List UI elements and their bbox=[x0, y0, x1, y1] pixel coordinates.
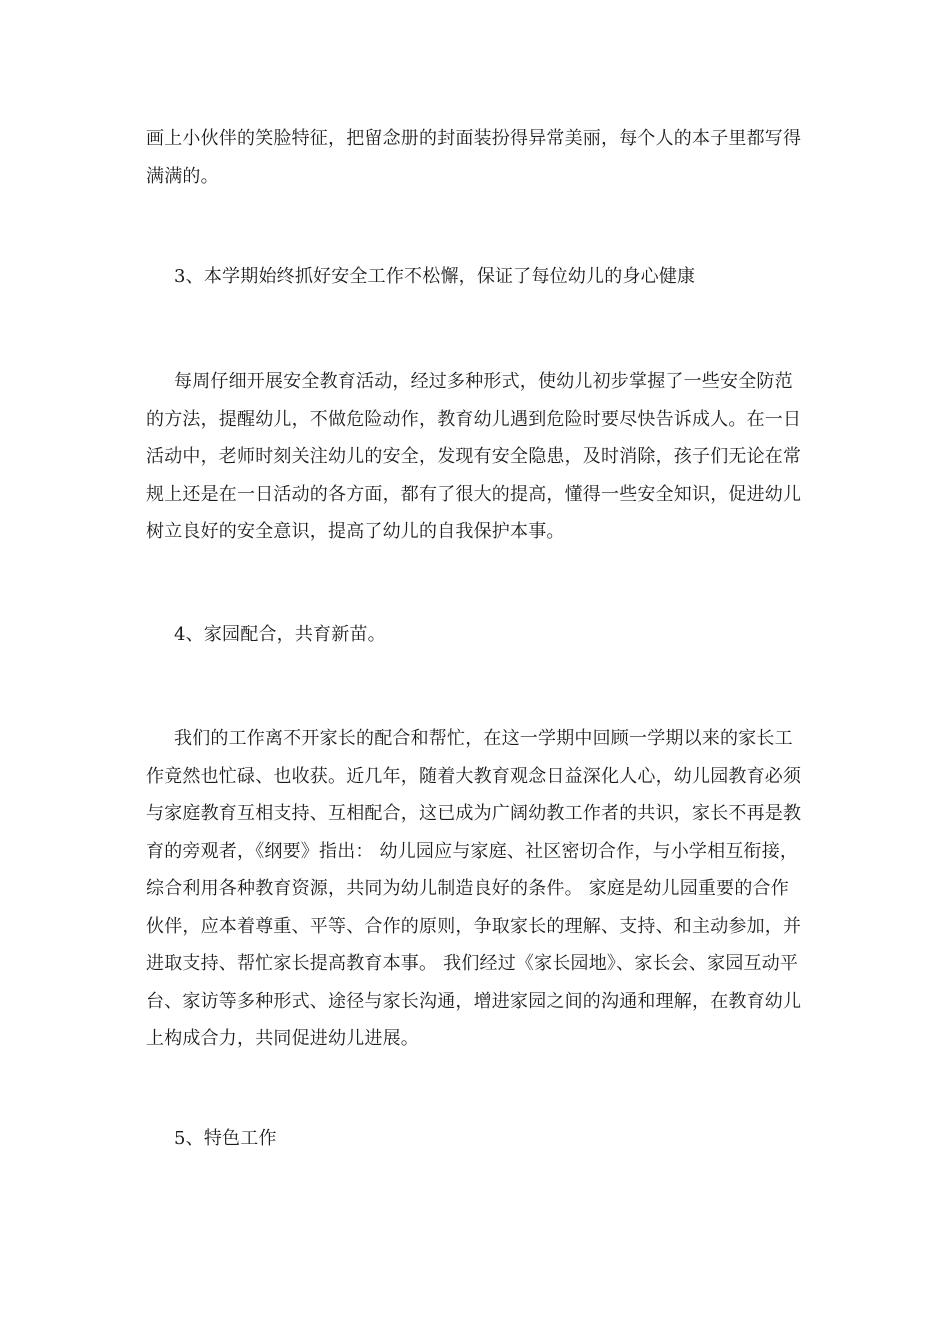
paragraph-safety: 每周仔细开展安全教育活动，经过多种形式，使幼儿初步掌握了一些安全防范的方法，提醒幼儿，不做危险动作，教育幼儿遇到危险时要尽快告诉成人。在一日活动中，老师时刻关注幼儿的安全，发现有安全隐患，及时消除，孩子们无论在常规上还是在一日活动的各方面，都有了很大的提高，懂得一些安全知识，促进幼儿树立良好的安全意识，提高了幼儿的自我保护本事。 bbox=[146, 371, 802, 542]
paragraph-home-school: 我们的工作离不开家长的配合和帮忙，在这一学期中回顾一学期以来的家长工作竟然也忙碌、也收获。近几年，随着大教育观念日益深化人心，幼儿园教育必须与家庭教育互相支持、互相配合，这已成为广阔幼教工作者的共识，家长不再是教育的旁观者，《纲要》指出： 幼儿园应与家庭、社区密切合作，与小学相互衔接，综合利用各种教育资源，共同为幼儿制造良好的条件。 家庭是幼儿园重要的合作伙伴，应本着尊重、平等、合作的原则，争取家长的理解、支持、和主动参加，并进取支持、帮忙家长提高教育本事。 我们经过《家长园地》、家长会、家园互动平台、家访等多种形式、途径与家长沟通，增进家园之间的沟通和理解，在教育幼儿上构成合力，共同促进幼儿进展。 bbox=[146, 728, 802, 1049]
section-heading-4: 4、家园配合，共育新苗。 bbox=[174, 624, 386, 645]
section-heading-3: 3、本学期始终抓好安全工作不松懈，保证了每位幼儿的身心健康 bbox=[174, 266, 696, 287]
paragraph-continuation: 画上小伙伴的笑脸特征，把留念册的封面装扮得异常美丽，每个人的本子里都写得满满的。 bbox=[146, 128, 802, 187]
section-heading-5: 5、特色工作 bbox=[174, 1128, 277, 1149]
